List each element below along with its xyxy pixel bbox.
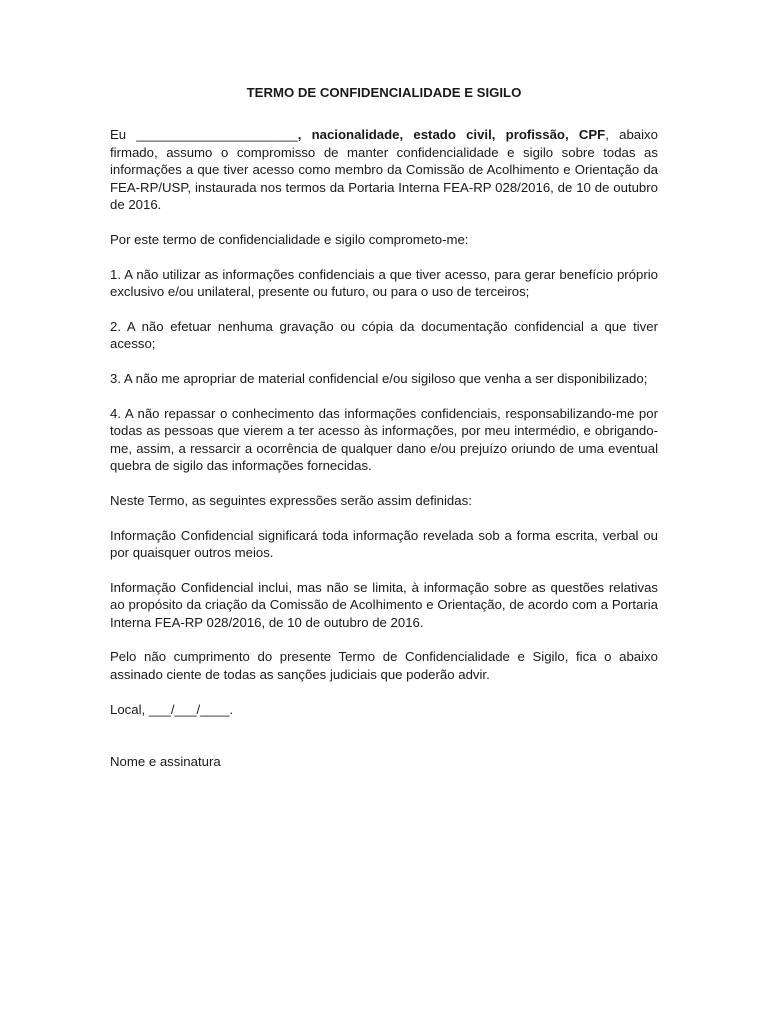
intro-paragraph bbox=[110, 126, 658, 213]
definition-2: Informação Confidencial inclui, mas não se limita, à informação sobre as questões relativas ao propósito da criação da Comissão de Acolhimento e Orientação, de acordo com a Portaria Interna FEA-RP 028/2016, de 10 de outubro de 2016. bbox=[110, 579, 658, 630]
definitions-intro: Neste Termo, as seguintes expressões serão assim definidas: bbox=[110, 492, 472, 508]
commitment-item-4: 4. A não repassar o conhecimento das informações confidenciais, responsabilizando-me por todas as pessoas que vierem a ter acesso às informações, por meu intermédio, e obrigando-me, assim, a ressarcir a ocorrência de qualquer dano e/ou prejuízo oriundo de uma eventual quebra de sigilo das informações fornecidas. bbox=[110, 405, 658, 474]
document-title: TERMO DE CONFIDENCIALIDADE E SIGILO bbox=[246, 85, 522, 100]
closing-paragraph: Pelo não cumprimento do presente Termo de Confidencialidade e Sigilo, fica o abaixo assinado ciente de todas as sanções judiciais que poderão advir. bbox=[110, 649, 658, 682]
intro-lead: Eu ______________________ bbox=[110, 127, 298, 143]
document-page bbox=[110, 84, 658, 788]
commitment-item-3: 3. A não me apropriar de material confidencial e/ou sigiloso que venha a ser disponibilizado; bbox=[110, 371, 648, 387]
intro-bold-fields: , nacionalidade, estado civil, profissão, CPF bbox=[297, 127, 606, 143]
definition-1: Informação Confidencial significará toda informação revelada sob a forma escrita, verbal ou por quaisquer outros meios. bbox=[110, 527, 658, 561]
signature-line: Nome e assinatura bbox=[110, 754, 221, 770]
commitment-item-2: 2. A não efetuar nenhuma gravação ou cópia da documentação confidencial a que tiver acesso; bbox=[110, 318, 658, 352]
commitment-item-1: 1. A não utilizar as informações confidenciais a que tiver acesso, para gerar benefício próprio exclusivo e/ou unilateral, presente ou futuro, ou para o uso de terceiros; bbox=[110, 266, 658, 300]
commitment-intro: Por este termo de confidencialidade e sigilo comprometo-me: bbox=[110, 231, 469, 247]
place-date: Local, ___/___/____. bbox=[110, 701, 234, 717]
intro-rest: , abaixo firmado, assumo o compromisso de manter confidencialidade e sigilo sobre todas as informações a que tiver acesso como membro da Comissão de Acolhimento e Orientação da FEA-RP/USP, instaurada nos termos da Portaria Interna FEA-RP 028/2016, de 10 de outubro de 2016. bbox=[110, 127, 658, 213]
